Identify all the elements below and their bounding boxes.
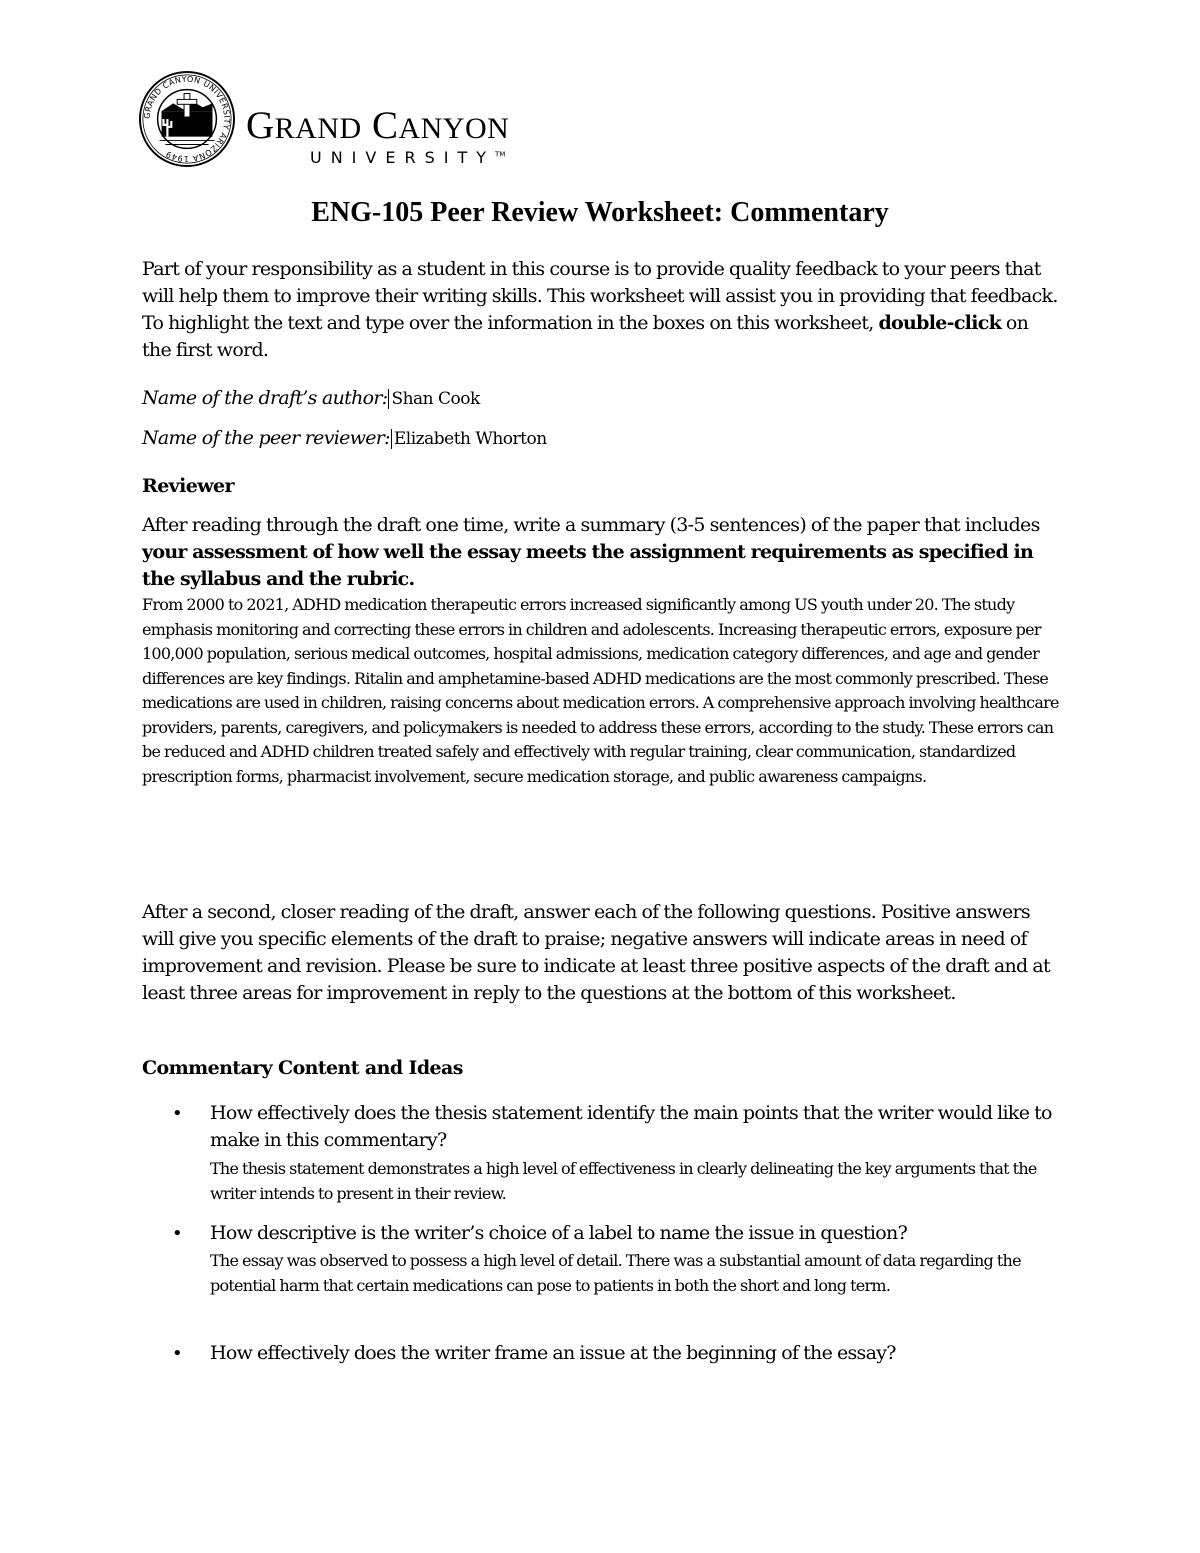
author-name-row <box>142 384 1062 413</box>
svg-text:GRAND CANYON UNIVERSITY ARIZON: GRAND CANYON UNIVERSITY ARIZONA 1949 <box>142 74 232 164</box>
university-seal-icon <box>138 70 236 168</box>
commentary-content-heading: Commentary Content and Ideas <box>142 1057 463 1079</box>
bullet-icon: • <box>172 1343 183 1364</box>
answer-1-field[interactable]: The thesis statement demonstrates a high level of effectiveness in clearly delineating the key arguments that the writer intends to present in their review. <box>210 1159 1037 1203</box>
intro-paragraph: Part of your responsibility as a student in this course is to provide quality feedback to your peers that will help them to improve their writing skills. This worksheet will assist you in providing that feedback. To highlight the text and type over the information in the boxes on this worksheet, double-click on the first word. <box>142 258 1058 361</box>
question-2: How descriptive is the writer’s choice of a label to name the issue in question? <box>210 1222 908 1244</box>
question-1: How effectively does the thesis statement identify the main points that the writer would like to make in this commentary? <box>210 1102 1052 1151</box>
university-name: GRAND CANYON <box>246 104 510 147</box>
university-subtitle: UNIVERSITY™ <box>310 148 506 167</box>
answer-2-field[interactable]: The essay was observed to possess a high level of detail. There was a substantial amount of data regarding the potential harm that certain medications can pose to patients in both the short and long term. <box>210 1251 1021 1295</box>
university-logo <box>138 70 588 170</box>
author-name-label: Name of the draft’s author: <box>142 387 388 409</box>
bullet-icon: • <box>172 1223 183 1244</box>
reviewer-instruction: After reading through the draft one time, write a summary (3-5 sentences) of the paper that includes your assessment of how well the essay meets the assignment requirements as specified in the syllabus and the rubric. <box>142 514 1040 590</box>
question-3: How effectively does the writer frame an issue at the beginning of the essay? <box>210 1342 896 1364</box>
bullet-icon: • <box>172 1103 183 1124</box>
reviewer-name-label: Name of the peer reviewer: <box>142 427 390 449</box>
reviewer-heading: Reviewer <box>142 475 234 497</box>
summary-field[interactable]: From 2000 to 2021, ADHD medication therapeutic errors increased significantly among US youth under 20. The study emphasis monitoring and correcting these errors in children and adolescents. Increasing therapeutic errors, exposure per 100,000 population, serious medical outcomes, hospital admissions, medication category differences, and age and gender differences are key findings. Ritalin and amphetamine-based ADHD medications are the most commonly prescribed. These medications are used in children, raising concerns about medication errors. A comprehensive approach involving healthcare providers, parents, caregivers, and policymakers is needed to address these errors, according to the study. These errors can be reduced and ADHD children treated safely and effectively with regular training, clear communication, standardized prescription forms, pharmacist involvement, secure medication storage, and public awareness campaigns. <box>142 595 1059 786</box>
reviewer-name-field[interactable]: Elizabeth Whorton <box>391 429 547 449</box>
author-name-field[interactable]: Shan Cook <box>388 389 479 409</box>
second-reading-paragraph: After a second, closer reading of the draft, answer each of the following questions. Positive answers will give you specific elements of the draft to praise; negative answers will indicate areas in need of improvement and revision. Please be sure to indicate at least three positive aspects of the draft and at least three areas for improvement in reply to the questions at the bottom of this worksheet. <box>142 901 1050 1004</box>
reviewer-name-row <box>142 424 1062 453</box>
page-title: ENG-105 Peer Review Worksheet: Commentary <box>311 197 889 228</box>
